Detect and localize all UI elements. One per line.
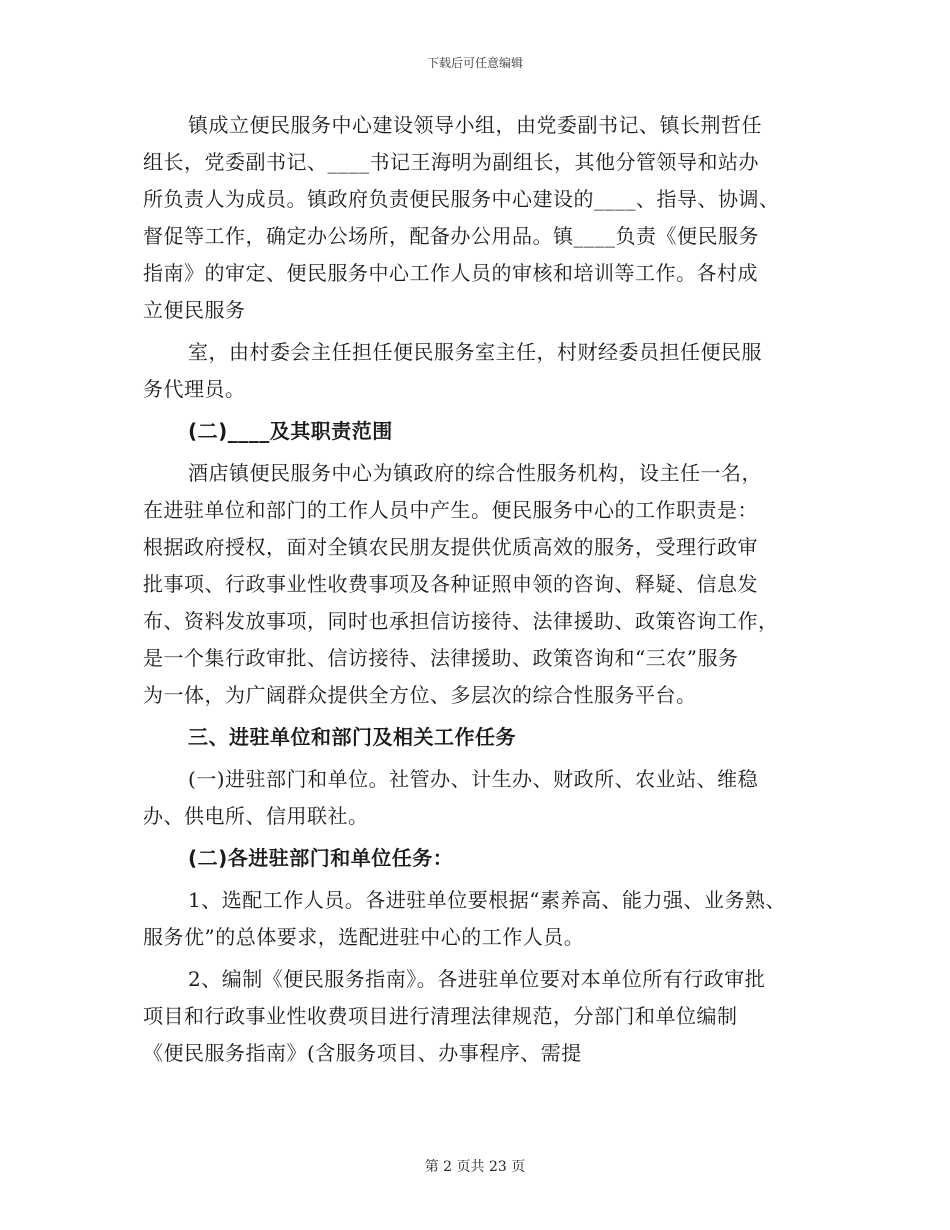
text-line: 三、进驻单位和部门及相关工作任务 <box>188 725 516 749</box>
document-body <box>143 107 823 1072</box>
text-line: 组长，党委副书记、____书记王海明为副组长，其他分管领导和站办 <box>143 150 759 174</box>
paragraph <box>143 107 823 329</box>
paragraph <box>143 334 823 408</box>
page-header: 下载后可任意编辑 <box>426 56 523 70</box>
text-line: 立便民服务 <box>143 298 246 322</box>
text-line: 1、选配工作人员。各进驻单位要根据“素养高、能力强、业务熟、 <box>188 888 786 912</box>
text-line: 室，由村委会主任担任便民服务室主任，村财经委员担任便民服 <box>188 340 762 364</box>
text-line: 在进驻单位和部门的工作人员中产生。便民服务中心的工作职责是： <box>143 498 758 522</box>
text-line: 《便民服务指南》(含服务项目、办事程序、需提 <box>143 1041 582 1065</box>
text-line: 2、编制《便民服务指南》。各进驻单位要对本单位所有行政审批 <box>188 967 766 991</box>
text-line: (二)____及其职责范围 <box>188 419 393 443</box>
paragraph <box>143 961 823 1072</box>
text-line: 办、供电所、信用联社。 <box>143 804 369 828</box>
text-line: 项目和行政事业性收费项目进行清理法律规范，分部门和单位编制 <box>143 1004 738 1028</box>
text-line: 是一个集行政审批、信访接待、法律援助、政策咨询和“三农”服务 <box>143 646 739 670</box>
section-heading <box>143 719 823 756</box>
text-line: 根据政府授权，面对全镇农民朋友提供优质高效的服务，受理行政审 <box>143 535 758 559</box>
text-line: 务代理员。 <box>143 377 246 401</box>
page-footer: 第 2 页共 23 页 <box>424 1159 526 1175</box>
text-line: (二)各进驻部门和单位任务： <box>188 846 454 870</box>
text-line: 酒店镇便民服务中心为镇政府的综合性服务机构，设主任一名， <box>188 461 762 485</box>
text-line: 督促等工作，确定办公场所，配备办公用品。镇____负责《便民服务 <box>143 224 759 248</box>
text-line: 镇成立便民服务中心建设领导小组，由党委副书记、镇长荆哲任 <box>188 113 762 137</box>
paragraph <box>143 455 823 714</box>
text-line: 服务优”的总体要求，选配进驻中心的工作人员。 <box>143 925 585 949</box>
paragraph <box>143 761 823 835</box>
section-heading <box>143 840 823 877</box>
section-heading <box>143 413 823 450</box>
text-line: 为一体，为广阔群众提供全方位、多层次的综合性服务平台。 <box>143 683 697 707</box>
text-line: 指南》的审定、便民服务中心工作人员的审核和培训等工作。各村成 <box>143 261 758 285</box>
text-line: (一)进驻部门和单位。社管办、计生办、财政所、农业站、维稳 <box>188 767 759 791</box>
text-line: 布、资料发放事项，同时也承担信访接待、法律援助、政策咨询工作， <box>143 609 779 633</box>
text-line: 所负责人为成员。镇政府负责便民服务中心建设的____、指导、协调、 <box>143 187 780 211</box>
text-line: 批事项、行政事业性收费事项及各种证照申领的咨询、释疑、信息发 <box>143 572 758 596</box>
paragraph <box>143 882 823 956</box>
